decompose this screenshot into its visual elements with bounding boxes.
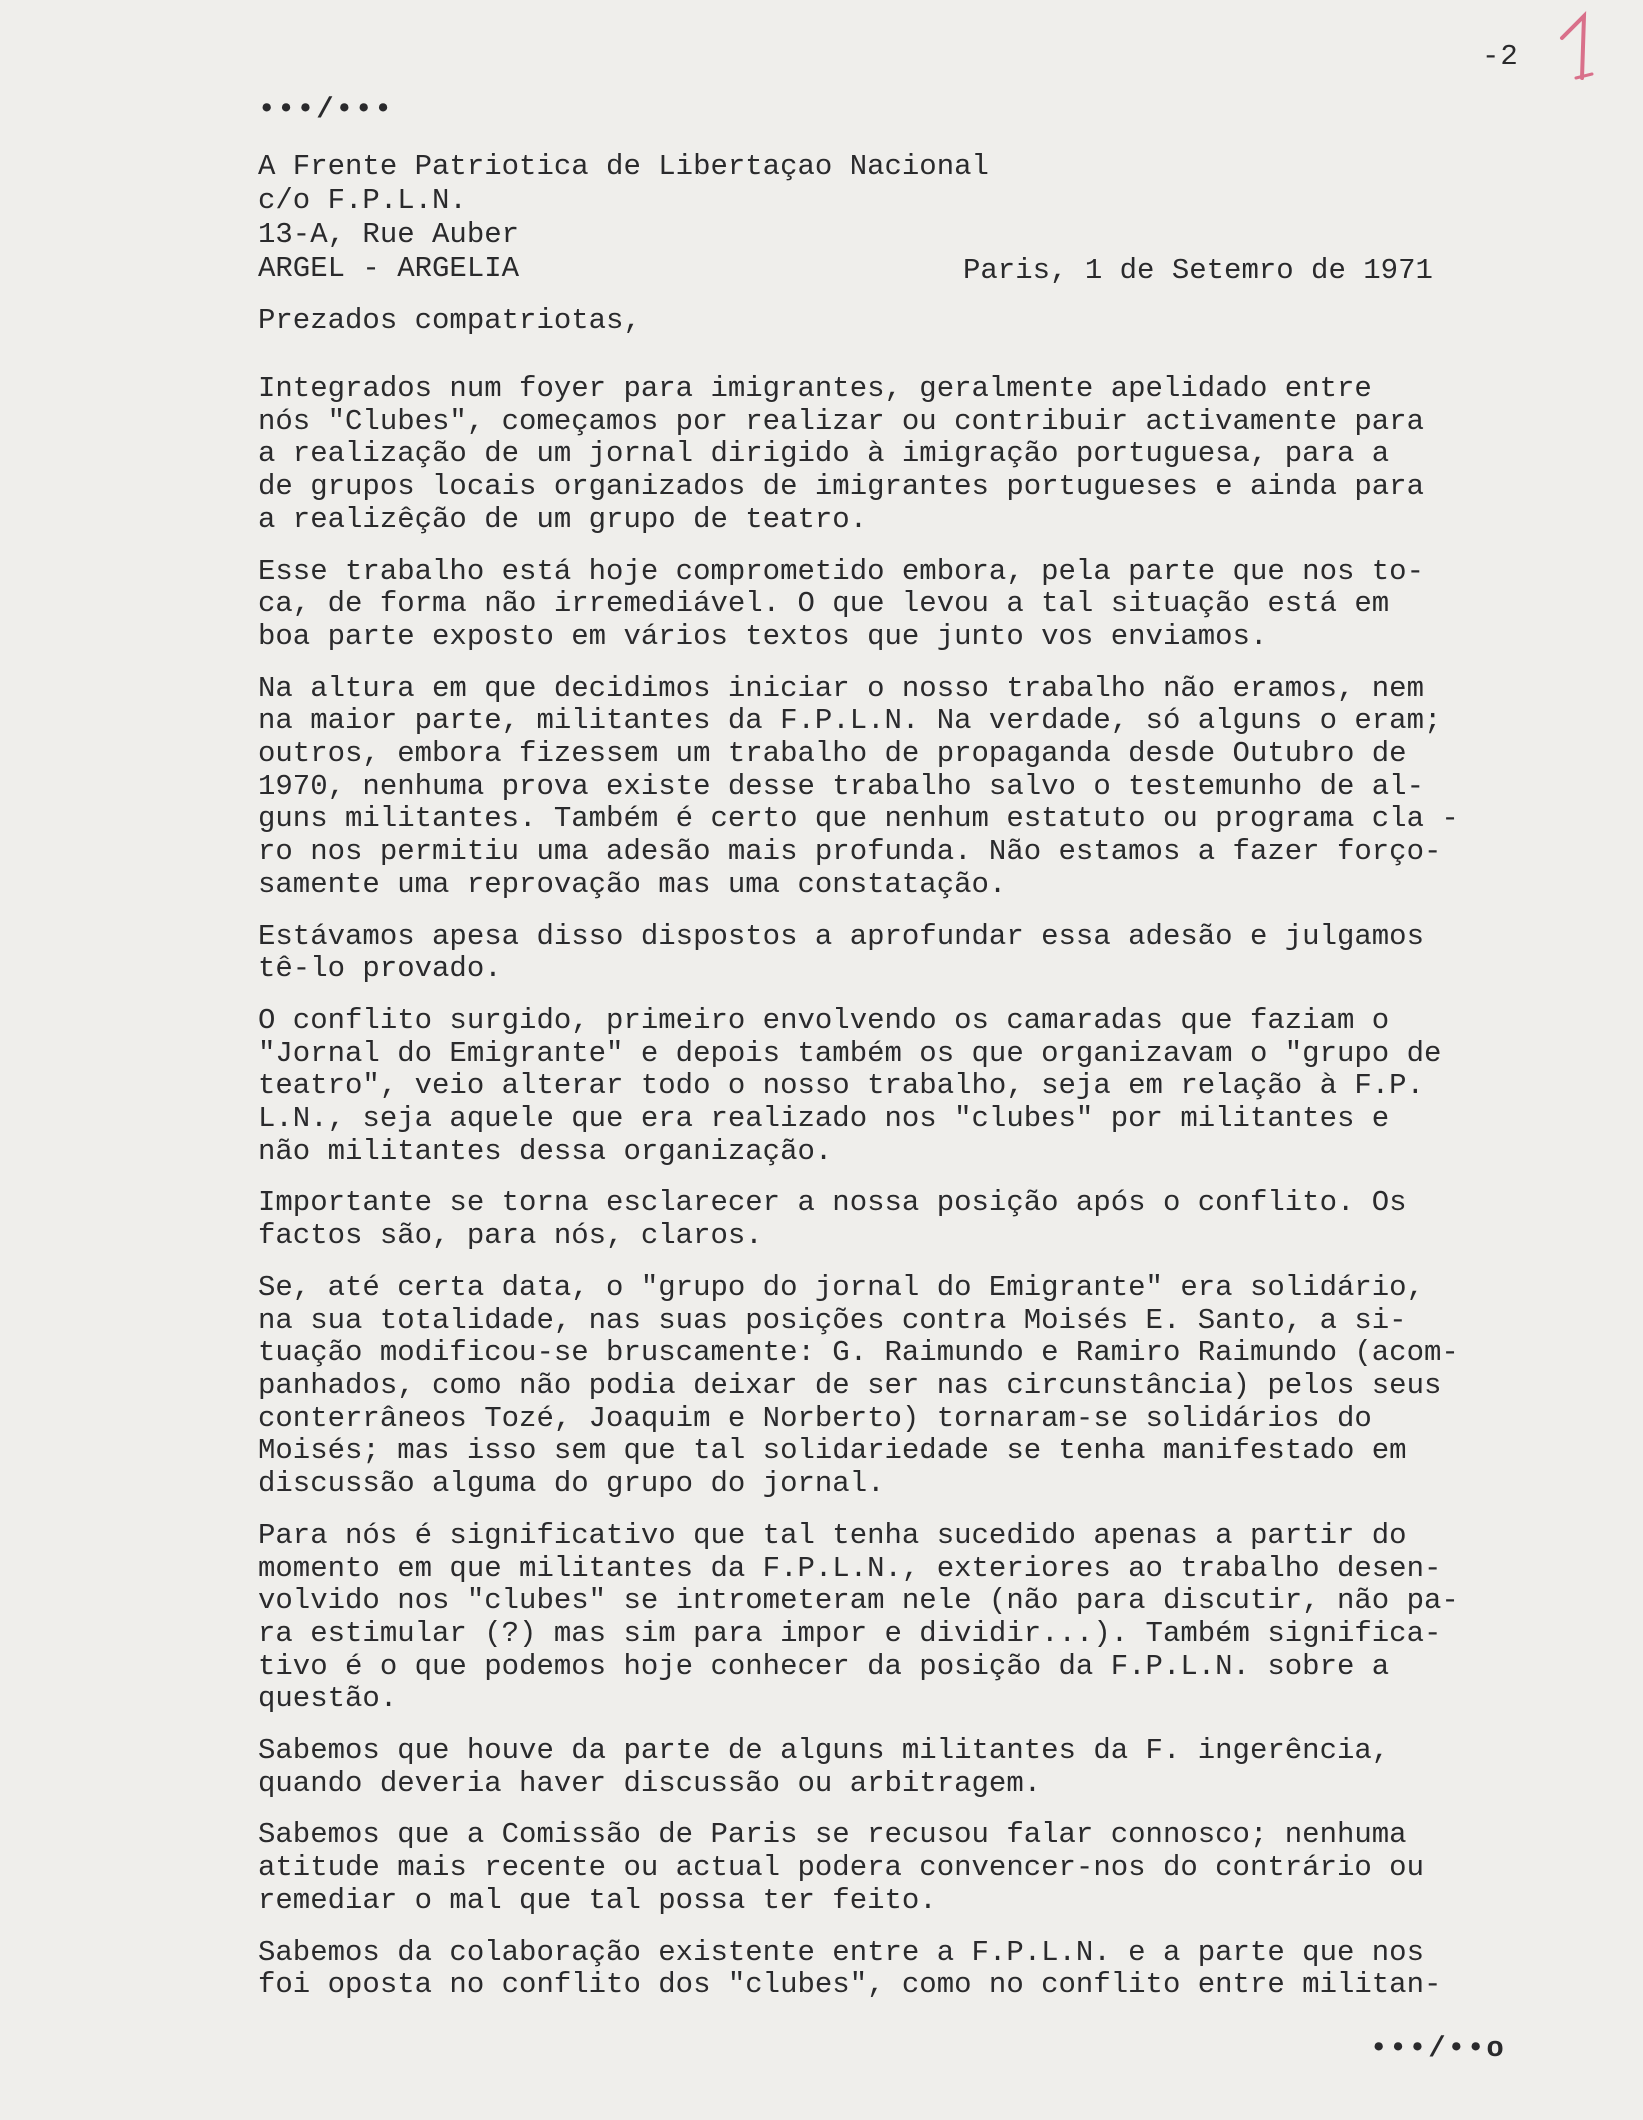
- text-line: factos são, para nós, claros.: [258, 1219, 763, 1253]
- letter-date: Paris, 1 de Setemro de 1971: [963, 254, 1433, 287]
- text-line: remediar o mal que tal possa ter feito.: [258, 1883, 937, 1917]
- text-line: O conflito surgido, primeiro envolvendo os camaradas que faziam o: [258, 1003, 1390, 1037]
- text-line: Moisés; mas isso sem que tal solidariedade se tenha manifestado em: [258, 1434, 1407, 1468]
- text-line: Sabemos que houve da parte de alguns militantes da F. ingerência,: [258, 1734, 1390, 1768]
- text-line: na sua totalidade, nas suas posições contra Moisés E. Santo, a si-: [258, 1303, 1407, 1337]
- letter-body: [258, 373, 1578, 2021]
- text-line: guns militantes. Também é certo que nenhum estatuto ou programa cla -: [258, 802, 1459, 836]
- text-line: Integrados num foyer para imigrantes, geralmente apelidado entre: [258, 372, 1372, 405]
- text-line: momento em que militantes da F.P.L.N., exteriores ao trabalho desen-: [258, 1551, 1442, 1585]
- text-line: ca, de forma não irremediável. O que levou a tal situação está em: [258, 587, 1390, 621]
- text-line: Importante se torna esclarecer a nossa posição após o conflito. Os: [258, 1186, 1407, 1220]
- text-line: na maior parte, militantes da F.P.L.N. Na verdade, só alguns o eram;: [258, 704, 1442, 738]
- paragraph: [258, 1735, 1578, 1800]
- text-line: teatro", veio alterar todo o nosso trabalho, seja em relação à F.P.: [258, 1069, 1424, 1103]
- paragraph: [258, 1819, 1578, 1917]
- address-line-4: ARGEL - ARGELIA: [258, 252, 520, 285]
- text-line: questão.: [258, 1682, 398, 1716]
- text-line: ra estimular (?) mas sim para impor e dividir...). Também significa-: [258, 1616, 1442, 1650]
- paragraph: [258, 673, 1578, 902]
- text-line: ro nos permitiu uma adesão mais profunda. Não estamos a fazer forço-: [258, 835, 1442, 869]
- text-line: samente uma reprovação mas uma constatação.: [258, 867, 1007, 901]
- address-line-1: A Frente Patriotica de Libertaçao Nacional: [258, 150, 989, 183]
- text-line: discussão alguma do grupo do jornal.: [258, 1467, 885, 1501]
- paragraph: [258, 921, 1578, 986]
- text-line: "Jornal do Emigrante" e depois também os que organizavam o "grupo de: [258, 1036, 1442, 1070]
- text-line: atitude mais recente ou actual podera convencer-nos do contrário ou: [258, 1851, 1424, 1885]
- paragraph: [258, 373, 1578, 537]
- paragraph: [258, 556, 1578, 654]
- address-line-3: 13-A, Rue Auber: [258, 218, 520, 251]
- text-line: panhados, como não podia deixar de ser nas circunstância) pelos seus: [258, 1368, 1442, 1402]
- paragraph: [258, 1937, 1578, 2002]
- text-line: tê-lo provado.: [258, 952, 502, 986]
- continuation-marker-bottom: •••/••o: [1370, 2032, 1506, 2065]
- text-line: de grupos locais organizados de imigrantes portugueses e ainda para: [258, 470, 1424, 504]
- text-line: volvido nos "clubes" se intrometeram nele (não para discutir, não pa-: [258, 1584, 1459, 1618]
- text-line: conterrâneos Tozé, Joaquim e Norberto) tornaram-se solidários do: [258, 1401, 1372, 1435]
- text-line: foi oposta no conflito dos "clubes", como no conflito entre militan-: [258, 1968, 1442, 2002]
- text-line: Para nós é significativo que tal tenha sucedido apenas a partir do: [258, 1518, 1407, 1552]
- text-line: Na altura em que decidimos iniciar o nosso trabalho não eramos, nem: [258, 671, 1424, 705]
- paragraph: [258, 1005, 1578, 1169]
- text-line: não militantes dessa organização.: [258, 1134, 833, 1168]
- text-line: L.N., seja aquele que era realizado nos "clubes" por militantes e: [258, 1102, 1390, 1136]
- text-line: a realização de um jornal dirigido à imigração portuguesa, para a: [258, 437, 1390, 471]
- page-number: -2: [1482, 40, 1519, 73]
- text-line: quando deveria haver discussão ou arbitragem.: [258, 1766, 1042, 1800]
- text-line: 1970, nenhuma prova existe desse trabalho salvo o testemunho de al-: [258, 769, 1424, 803]
- text-line: Sabemos da colaboração existente entre a F.P.L.N. e a parte que nos: [258, 1935, 1424, 1969]
- text-line: Esse trabalho está hoje comprometido embora, pela parte que nos to-: [258, 554, 1424, 588]
- address-line-2: c/o F.P.L.N.: [258, 184, 467, 217]
- letter-greeting: Prezados compatriotas,: [258, 304, 641, 337]
- text-line: boa parte exposto em vários textos que junto vos enviamos.: [258, 619, 1268, 653]
- continuation-marker-top: •••/•••: [258, 93, 394, 126]
- recipient-address: [258, 150, 989, 286]
- text-line: Sabemos que a Comissão de Paris se recusou falar connosco; nenhuma: [258, 1818, 1407, 1852]
- handwritten-page-mark: [1552, 8, 1612, 88]
- text-line: outros, embora fizessem um trabalho de propaganda desde Outubro de: [258, 737, 1407, 771]
- text-line: tivo é o que podemos hoje conhecer da posição da F.P.L.N. sobre a: [258, 1649, 1390, 1683]
- paragraph: [258, 1520, 1578, 1716]
- paragraph: [258, 1272, 1578, 1501]
- text-line: Se, até certa data, o "grupo do jornal do Emigrante" era solidário,: [258, 1270, 1424, 1304]
- paragraph: [258, 1187, 1578, 1252]
- text-line: tuação modificou-se bruscamente: G. Raimundo e Ramiro Raimundo (acom-: [258, 1336, 1459, 1370]
- text-line: Estávamos apesa disso dispostos a aprofundar essa adesão e julgamos: [258, 919, 1424, 953]
- text-line: nós "Clubes", começamos por realizar ou contribuir activamente para: [258, 404, 1424, 438]
- text-line: a realizêção de um grupo de teatro.: [258, 502, 868, 536]
